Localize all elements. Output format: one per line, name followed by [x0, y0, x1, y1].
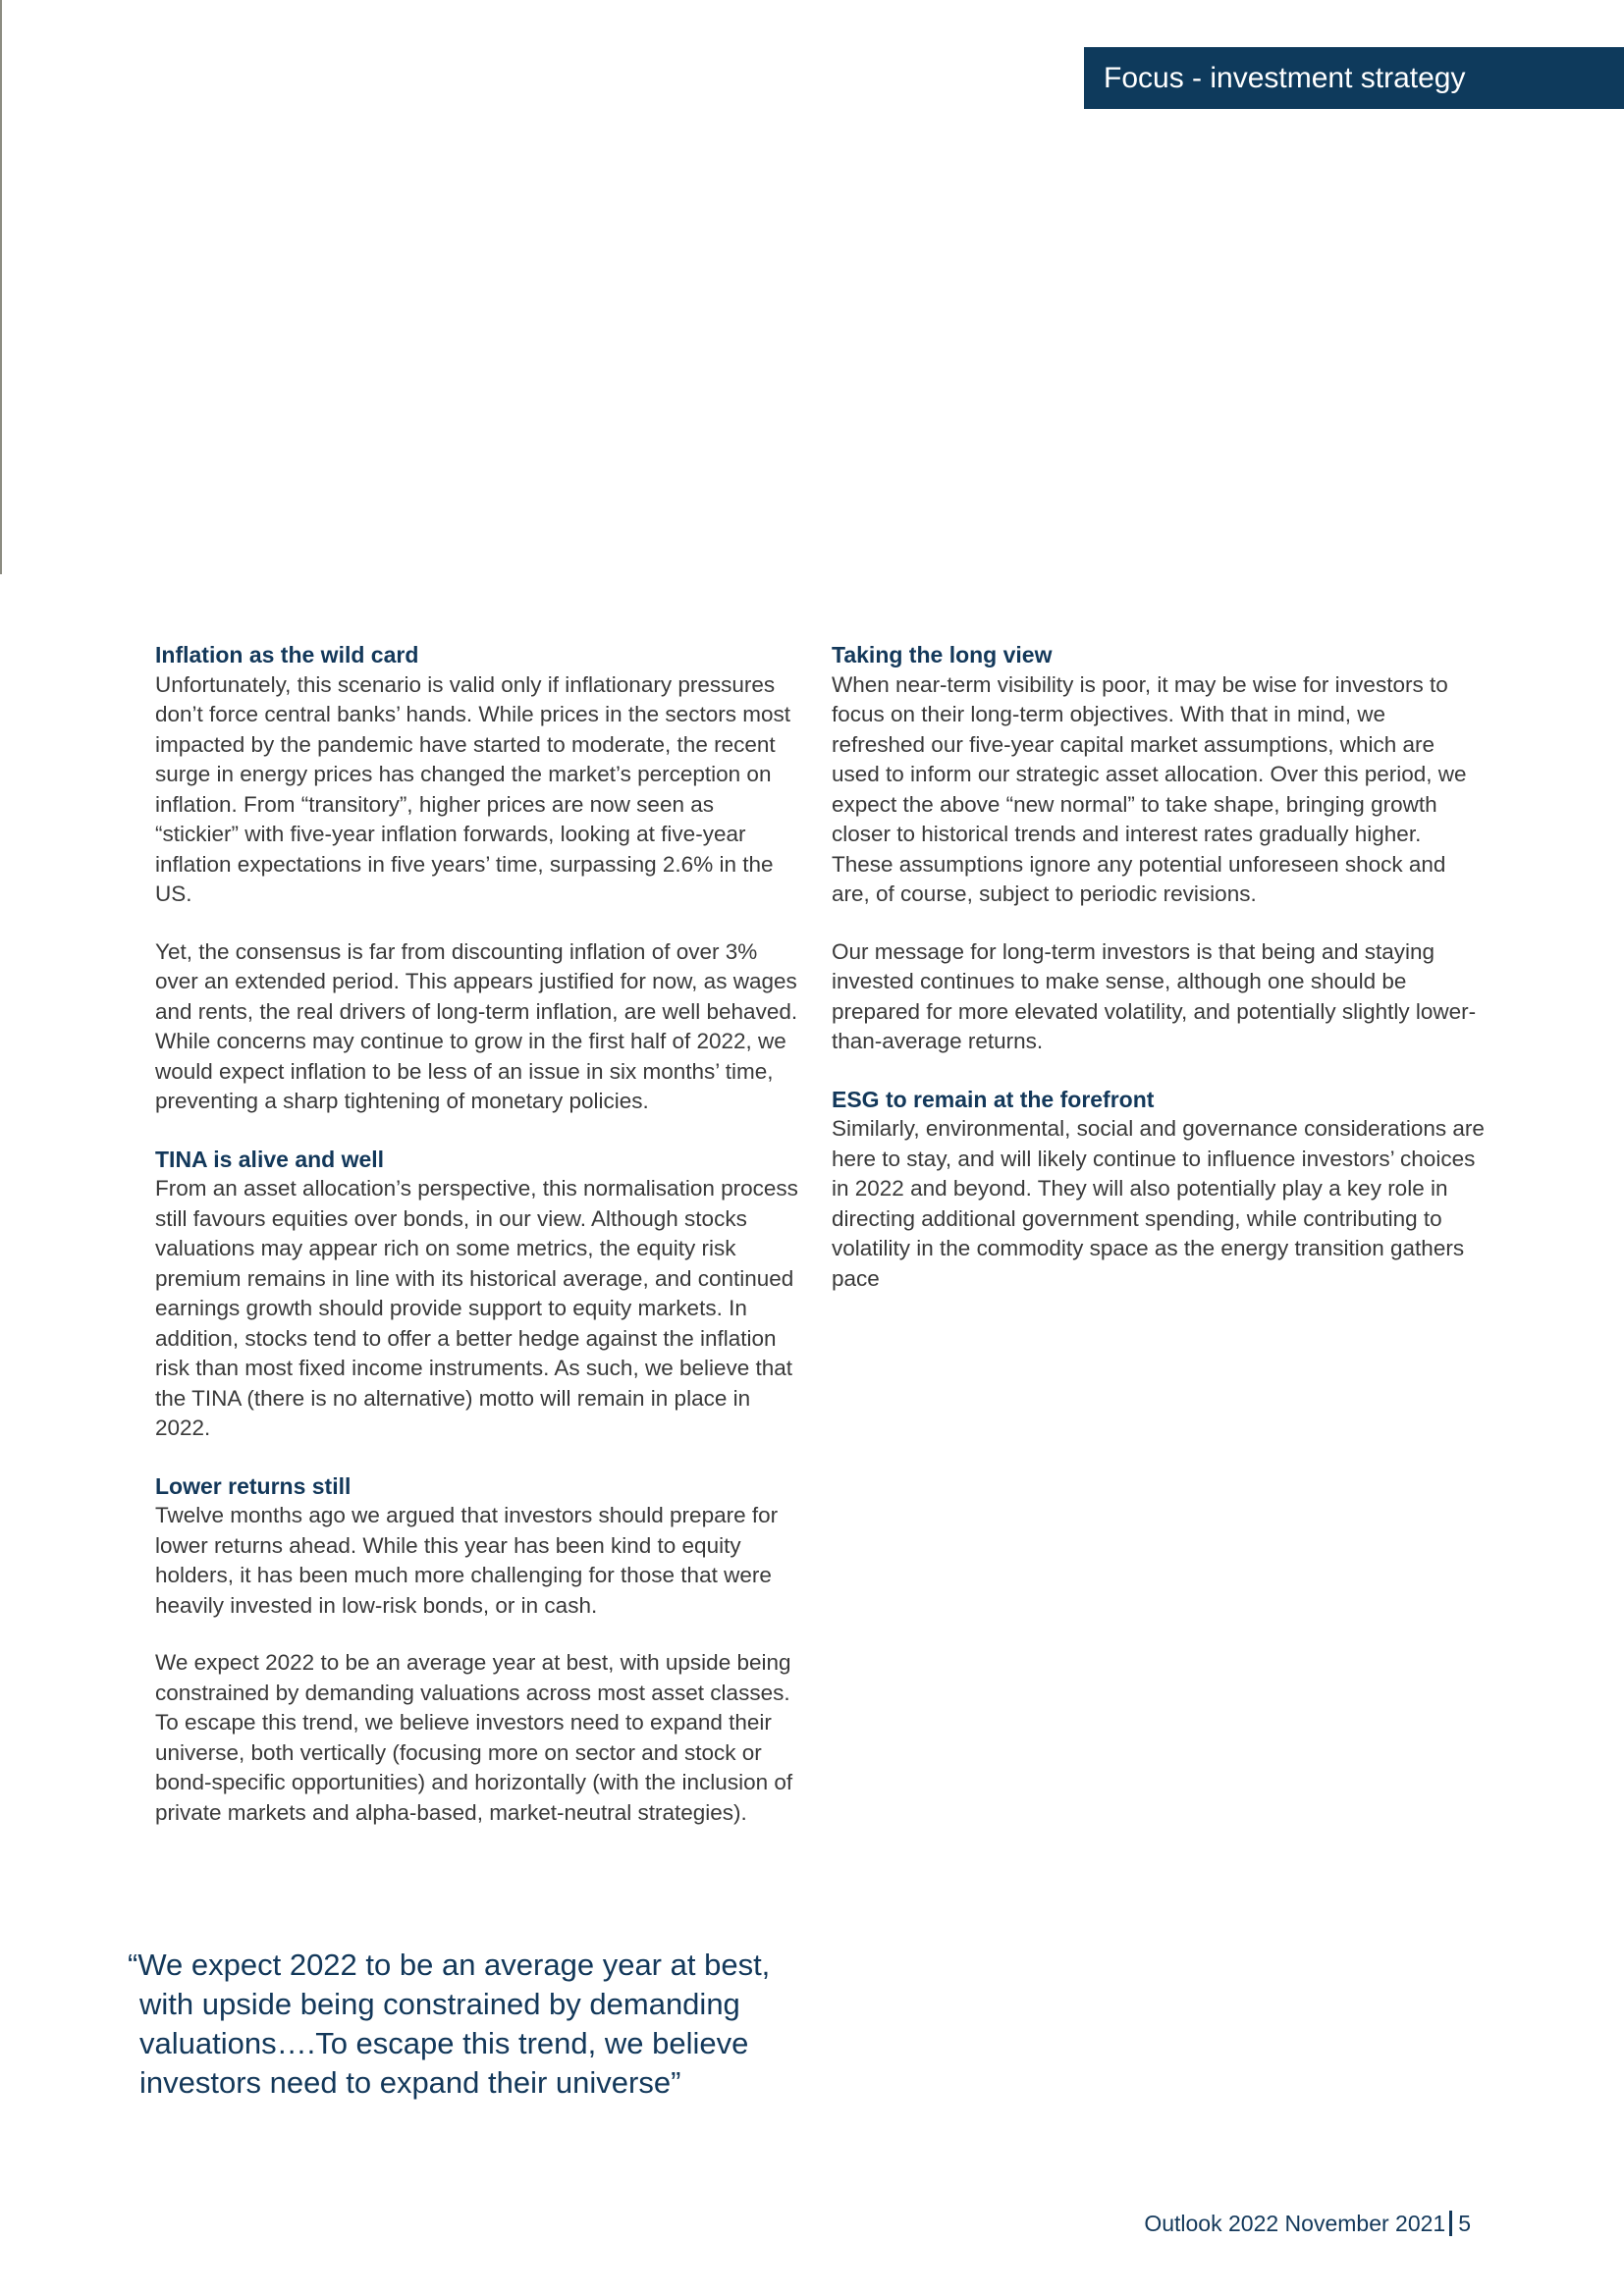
paragraph: Our message for long-term investors is that being and staying invested continues to make sense, although one should be prepared for more elevated volatility, and potentially slightly lower-than-average returns. [832, 938, 1477, 1053]
quote-open-mark: “ [128, 1948, 138, 1982]
paragraph: When near-term visibility is poor, it may be wise for investors to focus on their long-term objectives. With that in mind, we refreshed our five-year capital market assumptions, which are used to inform our strategic asset allocation. Over this period, we expect the above “new normal” to take shape, bringing growth closer to historical trends and interest rates gradually higher. These assumptions ignore any potential unforeseen shock and are, of course, subject to periodic revisions. [832, 671, 1467, 906]
section-heading: TINA is alive and well [155, 1146, 385, 1172]
footer-separator [1449, 2211, 1452, 2236]
page-number: 5 [1458, 2211, 1471, 2236]
paragraph: Unfortunately, this scenario is valid only if inflationary pressures don’t force central banks’ hands. While prices in the sectors most impacted by the pandemic have started to moderate, the recent surge in energy prices has changed the market’s perception on inflation. From “transitory”, higher prices are now seen as “stickier” with five-year inflation forwards, looking at five-year inflation expectations in five years’ time, surpassing 2.6% in the US. [155, 671, 790, 906]
section-heading: Taking the long view [832, 642, 1053, 667]
footer-publication: Outlook 2022 [1144, 2211, 1279, 2236]
right-column [832, 640, 1485, 1321]
section-heading: ESG to remain at the forefront [832, 1086, 1155, 1112]
quote-text: We expect 2022 to be an average year at best, with upside being constrained by demanding valuations….To escape this trend, we believe investors need to expand their universe [137, 1948, 771, 2100]
quote-close-mark: ” [671, 2065, 681, 2100]
paragraph: Twelve months ago we argued that investors should prepare for lower returns ahead. While this year has been kind to equity holders, it has been much more challenging for those that were heavily invested in low-risk bonds, or in cash. [155, 1503, 779, 1618]
paragraph: Similarly, environmental, social and governance considerations are here to stay, and will likely continue to influence investors’ choices in 2022 and beyond. They will also potentially play a key role in directing additional government spending, while contributing to volatility in the commodity space as the energy transition gathers pace [832, 1116, 1485, 1291]
pull-quote [128, 1946, 827, 2103]
paragraph: From an asset allocation’s perspective, this normalisation process still favours equities over bonds, in our view. Although stocks valuations may appear rich on some metrics, the equity risk premium remains in line with its historical average, and continued earnings growth should provide support to equity markets. In addition, stocks tend to offer a better hedge against the inflation risk than most fixed income instruments. As such, we believe that the TINA (there is no alternative) motto will remain in place in 2022. [155, 1176, 798, 1440]
page-footer [1144, 2211, 1471, 2237]
left-margin-rule [0, 0, 2, 574]
section-lower-returns [155, 1471, 803, 1829]
section-esg [832, 1085, 1485, 1295]
paragraph: We expect 2022 to be an average year at best, with upside being constrained by demanding valuations across most asset classes. To escape this trend, we believe investors need to expand their universe, both vertically (focusing more on sector and stock or bond-specific opportunities) and horizontally (with the inclusion of private markets and alpha-based, market-neutral strategies). [155, 1650, 793, 1825]
footer-date: November 2021 [1284, 2211, 1446, 2236]
section-heading: Inflation as the wild card [155, 642, 419, 667]
section-inflation [155, 640, 803, 1117]
section-title: Focus - investment strategy [1104, 62, 1466, 94]
section-header-tab [1084, 47, 1624, 109]
paragraph: Yet, the consensus is far from discounting inflation of over 3% over an extended period. This appears justified for now, as wages and rents, the real drivers of long-term inflation, are well behaved. While concerns may continue to grow in the first half of 2022, we would expect inflation to be less of an issue in six months’ time, preventing a sharp tightening of monetary policies. [155, 938, 798, 1113]
section-long-view [832, 640, 1485, 1057]
left-column [155, 640, 803, 1855]
section-tina [155, 1145, 803, 1444]
section-heading: Lower returns still [155, 1472, 352, 1499]
